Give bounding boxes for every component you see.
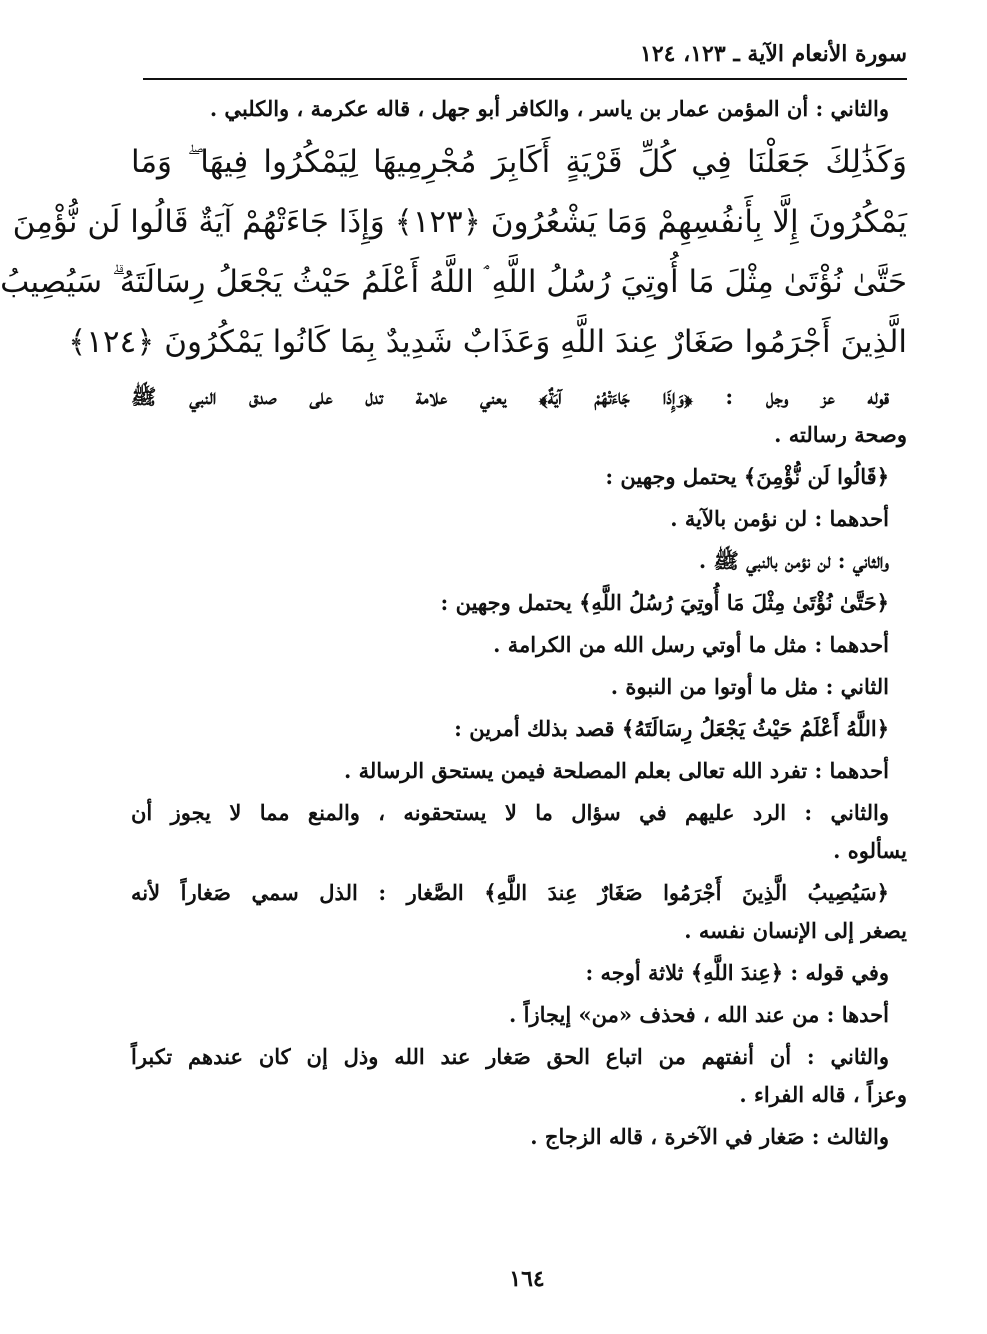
commentary-line: والثاني : لن نؤمن بالنبي ﷺ . xyxy=(698,548,889,573)
commentary-line: ﴿اللَّهُ أَعْلَمُ حَيْثُ يَجْعَلُ رِسَالَتَهُ﴾ قصد بذلك أمرين : xyxy=(454,716,889,741)
quran-line: الَّذِينَ أَجْرَمُوا صَغَارٌ عِندَ اللَّهِ وَعَذَابٌ شَدِيدٌ بِمَا كَانُوا يَمْكُرُونَ ﴿١٢٤﴾ xyxy=(68,324,907,360)
quran-line: يَمْكُرُونَ إِلَّا بِأَنفُسِهِمْ وَمَا يَشْعُرُونَ ﴿١٢٣﴾ وَإِذَا جَاءَتْهُمْ آيَةٌ قَالُوا لَن نُّؤْمِنَ xyxy=(12,204,907,240)
commentary-line: يسألوه . xyxy=(833,838,907,863)
page-body xyxy=(0,92,907,1154)
intro-line: والثاني : أن المؤمن عمار بن ياسر ، والكافر أبو جهل ، قاله عكرمة ، والكلبي . xyxy=(209,96,889,121)
commentary-line: ﴿سَيُصِيبُ الَّذِينَ أَجْرَمُوا صَغَارٌ عِندَ اللَّهِ﴾ الصَّغار : الذل سمي صَغاراً لأنه xyxy=(131,880,889,905)
commentary-line: ﴿قَالُوا لَن نُّؤْمِنَ﴾ يحتمل وجهين : xyxy=(605,464,889,489)
commentary-line: وصحة رسالته . xyxy=(774,422,907,447)
commentary-line: وفي قوله : ﴿عِندَ اللَّهِ﴾ ثلاثة أوجه : xyxy=(585,960,889,985)
commentary-line: الثاني : مثل ما أوتوا من النبوة . xyxy=(610,674,889,699)
running-header xyxy=(143,30,907,80)
commentary-line: أحدهما : لن نؤمن بالآية . xyxy=(670,506,889,531)
commentary-line: ﴿حَتَّىٰ نُؤْتَىٰ مِثْلَ مَا أُوتِيَ رُسُلُ اللَّهِ﴾ يحتمل وجهين : xyxy=(440,590,889,615)
quran-line: حَتَّىٰ نُؤْتَىٰ مِثْلَ مَا أُوتِيَ رُسُلُ اللَّهِ ۘ اللَّهُ أَعْلَمُ حَيْثُ يَجْعَلُ رِسَالَتَهُ ۗ سَيُصِيبُ xyxy=(0,264,907,300)
commentary-line: والثالث : صَغار في الآخرة ، قاله الزجاج . xyxy=(530,1124,889,1149)
commentary-line: أحدها : من عند الله ، فحذف «من» إيجازاً . xyxy=(509,1002,889,1027)
quran-line: وَكَذَٰلِكَ جَعَلْنَا فِي كُلِّ قَرْيَةٍ أَكَابِرَ مُجْرِمِيهَا لِيَمْكُرُوا فِيهَا ۖ وَمَا xyxy=(131,144,907,180)
commentary-line: أحدهما : تفرد الله تعالى بعلم المصلحة فيمن يستحق الرسالة . xyxy=(344,758,889,783)
commentary-line: والثاني : الرد عليهم في سؤال ما لا يستحقونه ، والمنع مما لا يجوز أن xyxy=(131,800,889,825)
commentary-line: والثاني : أن أنفتهم من اتباع الحق صَغار عند الله وذل إن كان عندهم تكبراً xyxy=(131,1044,889,1069)
quran-verses xyxy=(0,132,907,372)
header-title: سورة الأنعام الآية ـ ١٢٣، ١٢٤ xyxy=(640,41,907,67)
commentary-line: أحدهما : مثل ما أوتي رسل الله من الكرامة . xyxy=(493,632,889,657)
commentary-line: يصغر إلى الإنسان نفسه . xyxy=(684,918,907,943)
commentary-line: قوله عز وجل : ﴿وَإِذَا جَاءَتْهُمْ آيَةٌ﴾ يعني علامة تدل على صدق النبي ﷺ xyxy=(131,384,889,409)
page-number: ١٦٤ xyxy=(509,1266,545,1292)
commentary-line: وعزاً ، قاله الفراء . xyxy=(739,1082,907,1107)
